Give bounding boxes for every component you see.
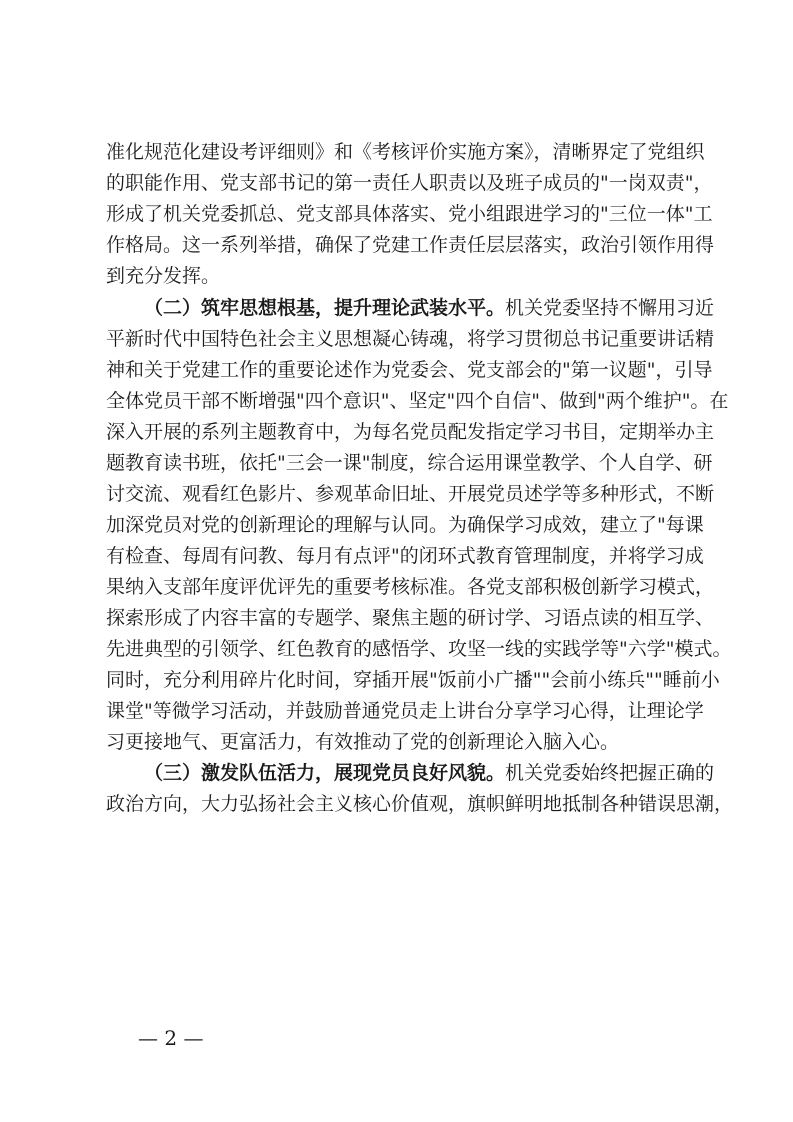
section-heading: （三）激发队伍活力，展现党员良好风貌。 — [144, 762, 506, 784]
text-line: 平新时代中国特色社会主义思想凝心铸魂，将学习贯彻总书记重要讲话精 — [106, 328, 715, 350]
text-line: 全体党员干部不断增强"四个意识"、坚定"四个自信"、做到"两个维护"。在 — [106, 390, 729, 412]
text-line: 习更接地气、更富活力，有效推动了党的创新理论入脑入心。 — [106, 731, 620, 753]
text-line: 准化规范化建设考评细则》和《考核评价实施方案》，清晰界定了党组织 — [106, 141, 705, 163]
text-line: 先进典型的引领学、红色教育的感悟学、攻坚一线的实践学等"六学"模式。 — [106, 638, 732, 660]
text-line: 作格局。这一系列举措，确保了党建工作责任层层落实，政治引领作用得 — [106, 234, 715, 256]
text-line: 政治方向，大力弘扬社会主义核心价值观，旗帜鲜明地抵制各种错误思潮， — [106, 793, 734, 815]
text-line: 果纳入支部年度评优评先的重要考核标准。各党支部积极创新学习模式， — [106, 576, 715, 598]
section-heading-line — [106, 758, 715, 789]
heading-line-text: 机关党委坚持不懈用习近 — [505, 297, 715, 319]
text-line: 讨交流、观看红色影片、参观革命旧址、开展党员述学等多种形式，不断 — [106, 483, 715, 505]
text-line: 探索形成了内容丰富的专题学、聚焦主题的研讨学、习语点读的相互学、 — [106, 607, 715, 629]
heading-line-text: 机关党委始终把握正确的 — [505, 762, 715, 784]
text-line: 神和关于党建工作的重要论述作为党委会、党支部会的"第一议题"，引导 — [106, 359, 713, 381]
text-line: 加深党员对党的创新理论的理解与认同。为确保学习成效，建立了"每课 — [106, 514, 704, 536]
text-line: 有检查、每周有问教、每月有点评"的闭环式教育管理制度，并将学习成 — [106, 545, 704, 567]
text-line: 形成了机关党委抓总、党支部具体落实、党小组跟进学习的"三位一体"工 — [106, 203, 713, 225]
section-heading-line — [106, 293, 715, 324]
text-line: 深入开展的系列主题教育中，为每名党员配发指定学习书目，定期举办主 — [106, 421, 715, 443]
text-line: 到充分发挥。 — [106, 265, 221, 287]
text-line: 课堂"等微学习活动，并鼓励普通党员走上讲台分享学习心得，让理论学 — [106, 700, 704, 722]
page-number: — 2 — — [138, 1026, 204, 1050]
section-heading: （二）筑牢思想根基，提升理论武装水平。 — [144, 297, 506, 319]
text-line: 的职能作用、党支部书记的第一责任人职责以及班子成员的"一岗双责"， — [106, 172, 713, 194]
text-line: 同时，充分利用碎片化时间，穿插开展"饭前小广播""会前小练兵""睡前小 — [106, 669, 720, 691]
text-line: 题教育读书班，依托"三会一课"制度，综合运用课堂教学、个人自学、研 — [106, 452, 713, 474]
